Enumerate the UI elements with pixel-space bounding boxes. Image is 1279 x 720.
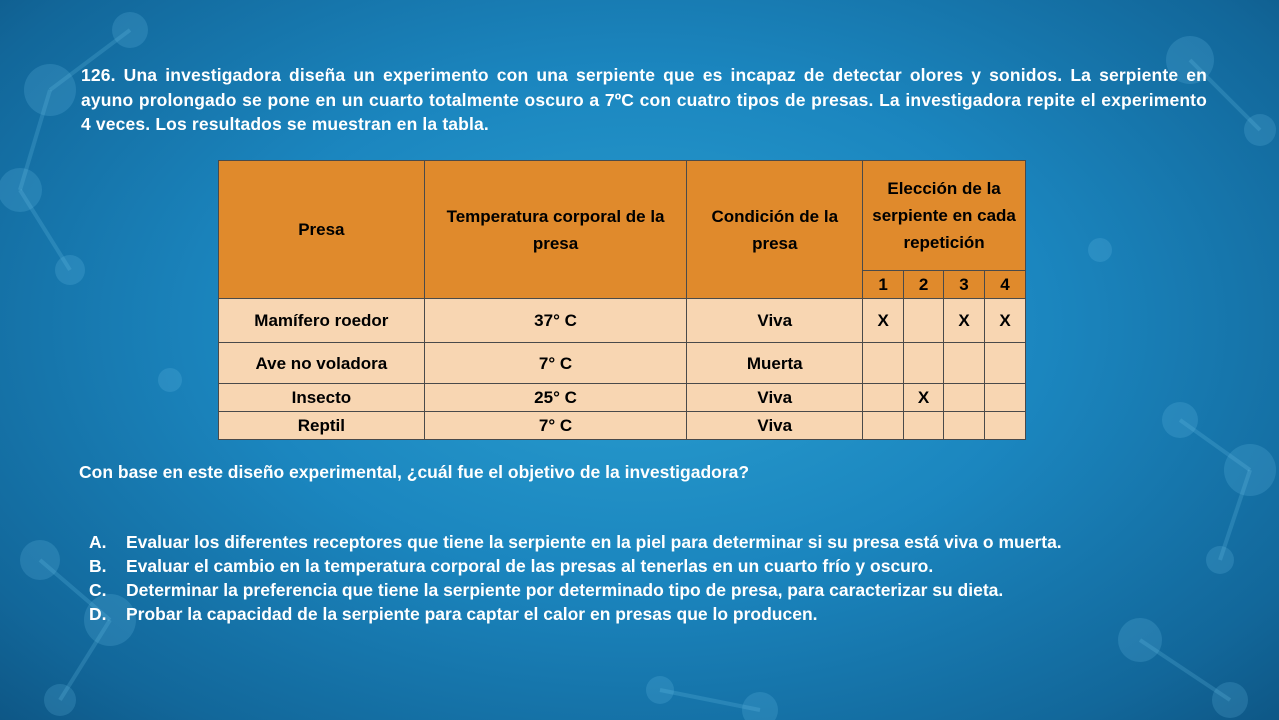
cell-condicion: Viva [687, 384, 863, 412]
cell-mark [863, 412, 904, 440]
results-table [218, 160, 1026, 440]
option-a[interactable] [89, 530, 1215, 554]
option-letter: D. [89, 604, 107, 624]
cell-temperatura: 7° C [424, 343, 687, 384]
header-temperatura: Temperatura corporal de la presa [424, 161, 687, 299]
cell-mark [944, 343, 985, 384]
table-row [219, 343, 1026, 384]
cell-mark: X [904, 384, 944, 412]
cell-mark [904, 343, 944, 384]
option-letter: C. [89, 580, 107, 600]
cell-mark [985, 412, 1026, 440]
table-row [219, 384, 1026, 412]
header-condicion: Condición de la presa [687, 161, 863, 299]
cell-presa: Mamífero roedor [219, 299, 425, 343]
cell-condicion: Viva [687, 412, 863, 440]
repetition-1: 1 [863, 271, 904, 299]
option-letter: B. [89, 556, 107, 576]
option-text: Determinar la preferencia que tiene la serpiente por determinado tipo de presa, para caracterizar su dieta. [126, 580, 1004, 600]
cell-condicion: Viva [687, 299, 863, 343]
cell-presa: Insecto [219, 384, 425, 412]
cell-mark [944, 384, 985, 412]
cell-mark: X [985, 299, 1026, 343]
cell-mark: X [863, 299, 904, 343]
cell-mark [944, 412, 985, 440]
cell-temperatura: 37° C [424, 299, 687, 343]
option-b[interactable] [89, 554, 1215, 578]
cell-mark [904, 412, 944, 440]
repetition-2: 2 [904, 271, 944, 299]
table-row [219, 412, 1026, 440]
header-eleccion: Elección de la serpiente en cada repetición [863, 161, 1026, 271]
cell-mark [985, 343, 1026, 384]
cell-mark [863, 384, 904, 412]
answer-options [89, 530, 1215, 626]
cell-condicion: Muerta [687, 343, 863, 384]
cell-presa: Reptil [219, 412, 425, 440]
option-text: Evaluar el cambio en la temperatura corporal de las presas al tenerlas en un cuarto frío y oscuro. [126, 556, 934, 576]
cell-presa: Ave no voladora [219, 343, 425, 384]
question-prompt: Con base en este diseño experimental, ¿cuál fue el objetivo de la investigadora? [79, 462, 750, 482]
header-presa: Presa [219, 161, 425, 299]
cell-mark [985, 384, 1026, 412]
cell-temperatura: 25° C [424, 384, 687, 412]
cell-mark [863, 343, 904, 384]
cell-mark: X [944, 299, 985, 343]
repetition-4: 4 [985, 271, 1026, 299]
option-text: Probar la capacidad de la serpiente para captar el calor en presas que lo producen. [126, 604, 818, 624]
question-text: 126. Una investigadora diseña un experimento con una serpiente que es incapaz de detectar olores y sonidos. La serpiente en ayuno prolongado se pone en un cuarto totalmente oscuro a 7ºC con cuatro tipos de presas. La investigadora repite el experimento 4 veces. Los resultados se muestran en la tabla. [81, 65, 1207, 134]
option-letter: A. [89, 532, 107, 552]
option-text: Evaluar los diferentes receptores que tiene la serpiente en la piel para determinar si su presa está viva o muerta. [126, 532, 1062, 552]
cell-temperatura: 7° C [424, 412, 687, 440]
table-row [219, 299, 1026, 343]
option-d[interactable] [89, 602, 1215, 626]
option-c[interactable] [89, 578, 1215, 602]
cell-mark [904, 299, 944, 343]
repetition-3: 3 [944, 271, 985, 299]
